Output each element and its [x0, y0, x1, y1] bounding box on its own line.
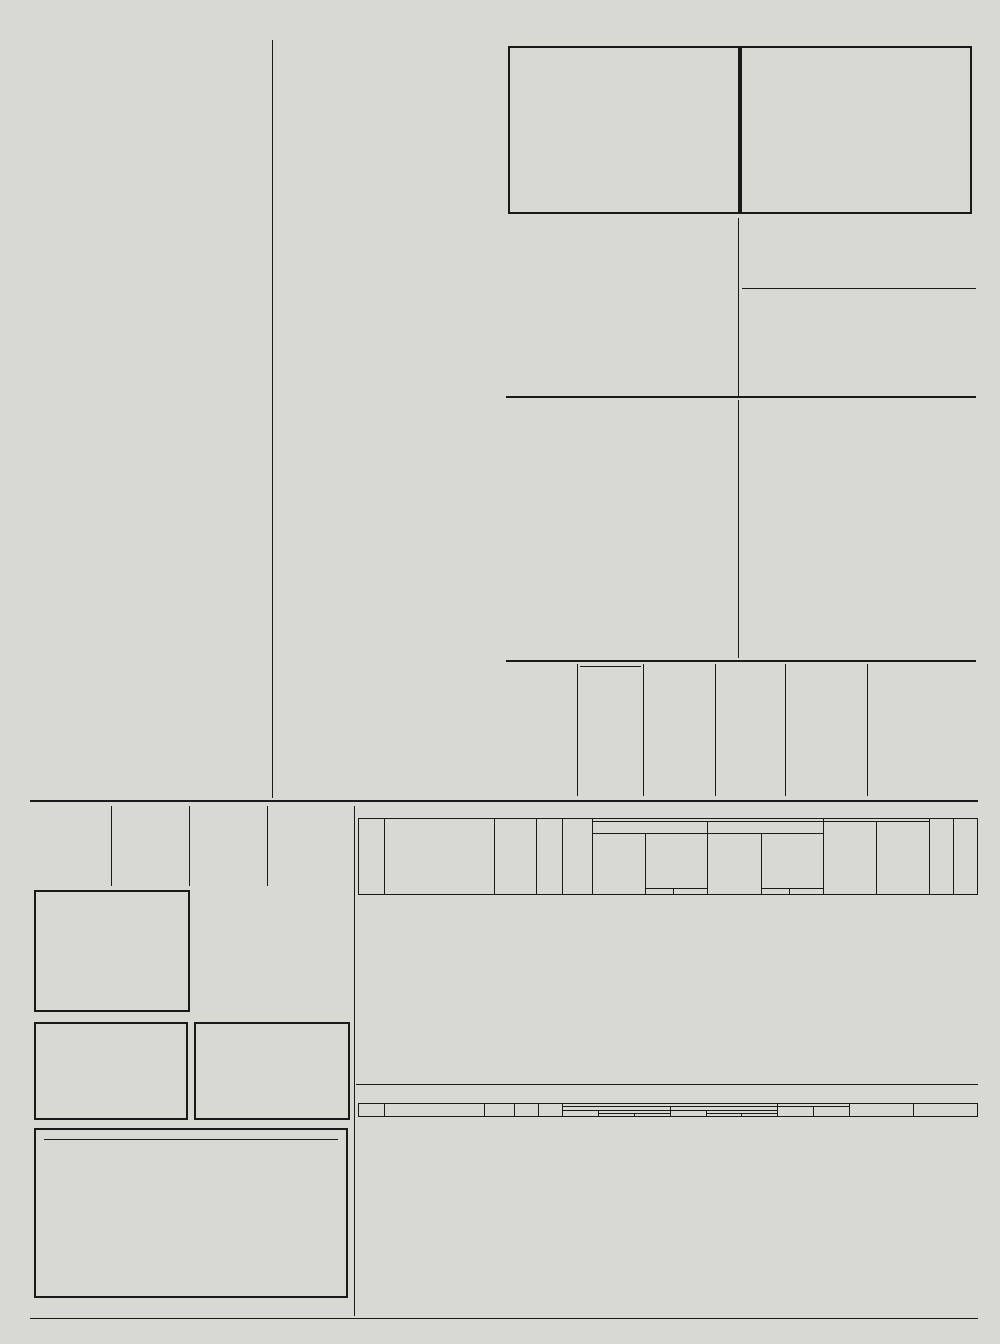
- form-col-vom2-j: [789, 888, 823, 895]
- small-ad-myskiv: [506, 664, 578, 796]
- ogol-col-pidpys: [850, 1104, 914, 1117]
- form-col-arier2-cell: [823, 822, 876, 895]
- ogol-col-vul-cell: [485, 1104, 515, 1117]
- column-divider-1: [272, 40, 273, 798]
- column-povidomlennia: [278, 40, 502, 798]
- small-ad-unev-lysyi: [196, 890, 350, 1012]
- ad-stenotypistinnen-de: [508, 46, 740, 214]
- divider-bekannt-ogol: [356, 1084, 978, 1085]
- small-ad-kooperatyva: [268, 806, 352, 886]
- ogol-col-zag-j: [670, 1110, 706, 1117]
- form-col-bis2-j: [761, 888, 789, 895]
- divider-sanat-galyna: [738, 218, 739, 396]
- ogol-col-do2-j: [706, 1114, 742, 1117]
- small-ad-kimnata: [112, 806, 190, 886]
- form-col-bestaetigung-cell: [954, 819, 978, 895]
- form-col-juedisch2-cell: [876, 822, 929, 895]
- ogol-col-dim-cell: [515, 1104, 539, 1117]
- small-ad-kin: [578, 664, 644, 796]
- ogol-col-potv: [914, 1104, 978, 1117]
- ad-kupuyemo-mashyny: [194, 1022, 350, 1120]
- divider-upper-lower: [30, 800, 978, 802]
- ogoloshennya-kharchi: [358, 1088, 978, 1320]
- ogol-col-zhydpoh: [814, 1107, 850, 1117]
- small-ad-korespondenty: [716, 664, 786, 796]
- anordnung-16: [508, 402, 734, 658]
- divider-galyna-volya: [742, 288, 976, 289]
- divider-anord-rozp: [738, 400, 739, 658]
- bekanntmachung-lebensmittel: [358, 812, 978, 1090]
- small-ad-stolyary: [190, 806, 268, 886]
- footer-rule: [30, 1318, 978, 1319]
- ad-stenotypistky-ua: [740, 46, 972, 214]
- small-ad-shulyar: [868, 664, 948, 796]
- ad-galyna: [744, 222, 976, 284]
- form-col-gesamt-j-cell: [708, 833, 761, 895]
- ogol-col-mesh-cell: [539, 1104, 563, 1117]
- ad-transport: [34, 1022, 188, 1120]
- divider-lower-left-right: [354, 806, 355, 1316]
- form-col-davon-a: [646, 833, 708, 888]
- form-col-strasse-cell: [495, 819, 537, 895]
- bekannt-form-table: [358, 818, 978, 895]
- ogol-col-nr-cell: [359, 1104, 385, 1117]
- form-col-nr: [359, 819, 385, 895]
- form-col-wohnung: [563, 819, 593, 895]
- form-col-davon-j: [761, 833, 823, 888]
- page-footer: [44, 1322, 964, 1340]
- ad-gurtivnya: [34, 1128, 348, 1298]
- small-ads-row2: [32, 806, 352, 886]
- small-ad-oblvet: [786, 664, 868, 796]
- small-ads-row1: [506, 664, 978, 796]
- column-bekanntmachung-juden: [30, 38, 266, 798]
- ogol-col-zag-a: [563, 1110, 599, 1117]
- form-col-juedisch: [708, 822, 823, 834]
- small-ad-vakhula: [32, 806, 112, 886]
- ogol-col-ariyci2: [778, 1107, 814, 1117]
- form-col-vom2-a: [674, 888, 708, 895]
- ad-volya: [744, 293, 976, 393]
- form-col-arier: [593, 822, 708, 834]
- small-ad-luft: [644, 664, 716, 796]
- ogol-col-do2-a: [598, 1114, 634, 1117]
- ogol-col-210-j: [742, 1114, 778, 1117]
- divider-top-ads: [506, 396, 976, 398]
- divider-small-ads-row1: [506, 660, 976, 662]
- form-col-haus: [537, 819, 563, 895]
- rozporyadok-16: [744, 402, 976, 658]
- ogol-form-table: [358, 1103, 978, 1117]
- form-col-gesamt-a-cell: [593, 833, 646, 895]
- form-col-name: [385, 819, 495, 895]
- gurt-line2: [44, 1136, 338, 1140]
- form-col-unterschrift-cell: [930, 819, 954, 895]
- ogol-col-210-a: [634, 1114, 670, 1117]
- ogol-col-name: [385, 1104, 485, 1117]
- ad-sanatorium: [508, 222, 734, 392]
- ad-blyashanykh-korobok: [34, 890, 190, 1012]
- form-col-bis2-a: [646, 888, 674, 895]
